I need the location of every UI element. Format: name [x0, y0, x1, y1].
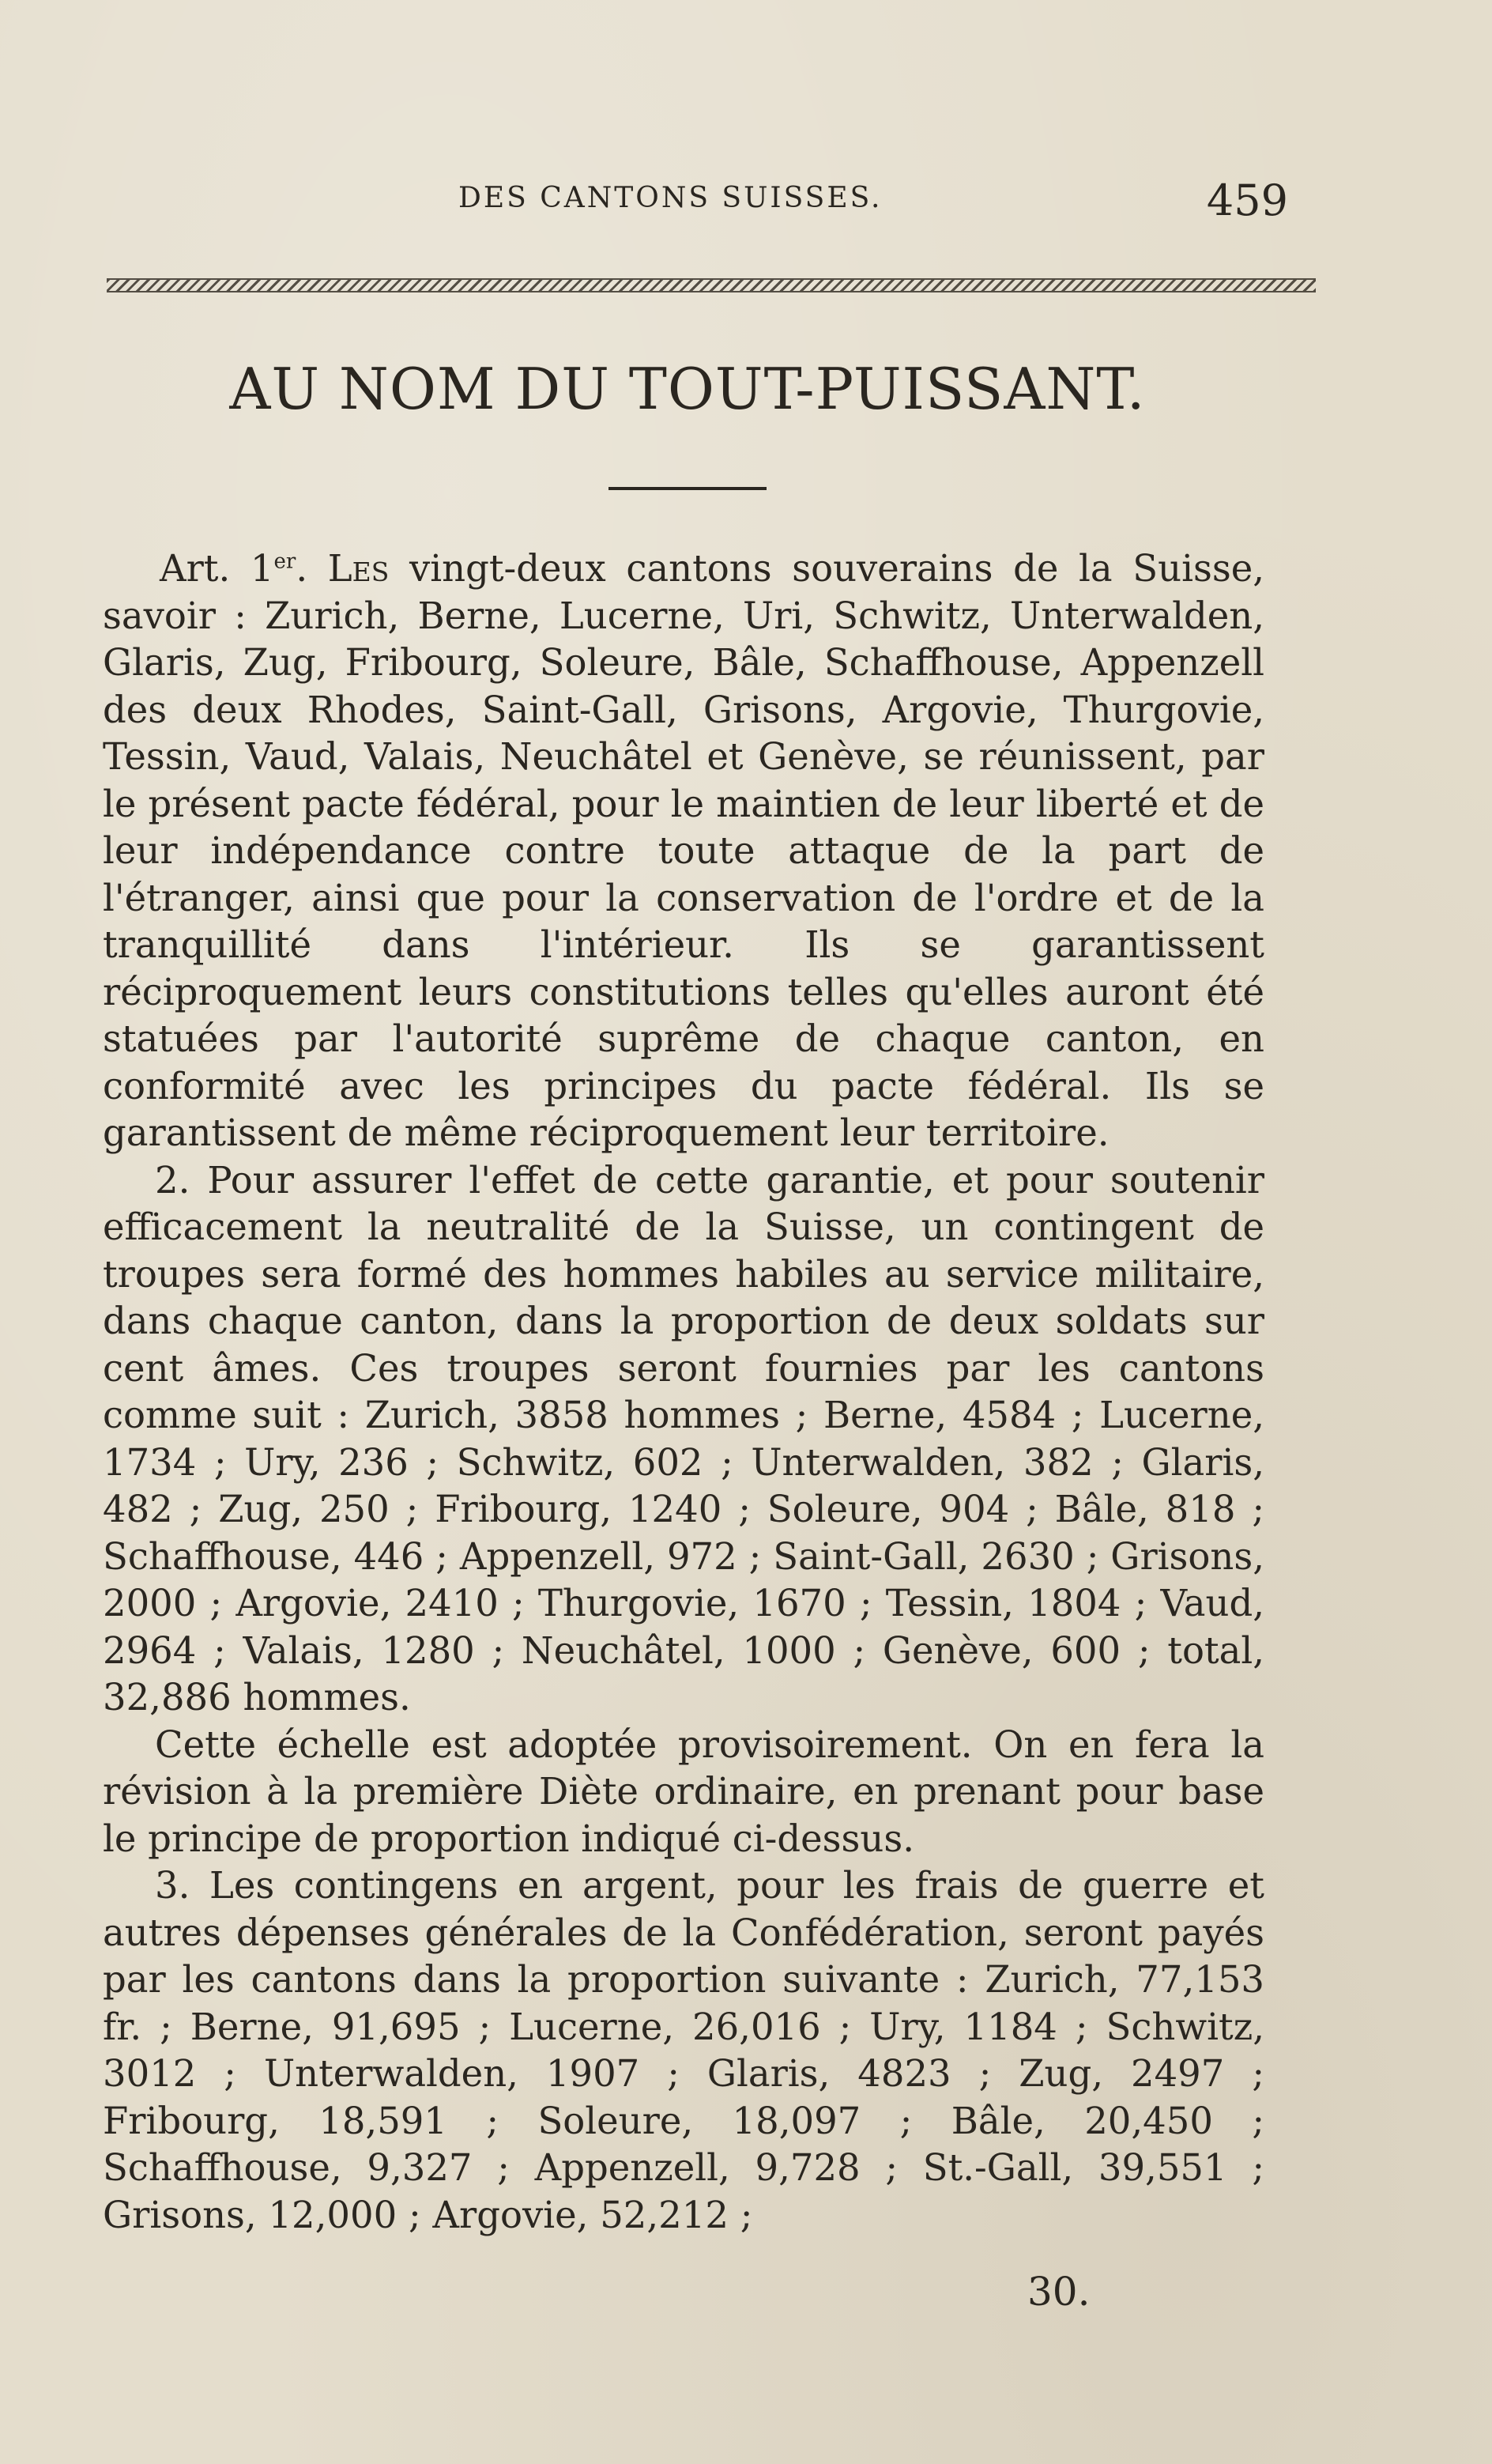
article-1-text: vingt-deux cantons souverains de la Suisse, savoir : Zurich, Berne, Lucerne, Uri, Schwitz, Unterwalden, Glaris, Zug, Fribourg, Soleure, Bâle, Schaffhouse, Appenzell des deux Rhodes, Saint-Gall, Grisons, Argovie, Thurgovie, Tessin, Vaud, Valais, Neuchâtel et Genève, se réunissent, par le présent pacte fédéral, pour le maintien de leur liberté et de leur indépendance contre toute attaque de la part de l'étranger, ainsi que pour la conservation de l'ordre et de la tranquillité dans l'intérieur. Ils se garantissent réciproquement leurs constitutions telles qu'elles auront été statuées par l'autorité suprême de chaque canton, en conformité avec les principes du pacte fédéral. Ils se garantissent de même réciproquement leur territoire.: [103, 547, 1264, 1154]
article-1-label: Art. 1: [160, 547, 274, 590]
section-heading: AU NOM DU TOUT-PUISSANT.: [229, 356, 1146, 422]
article-1-les: Les: [327, 547, 390, 590]
body-text: [103, 545, 1264, 2239]
article-2-paragraph: 2. Pour assurer l'effet de cette garantie, et pour soutenir efficacement la neutralité de la Suisse, un contingent de troupes sera formé des hommes habiles au service militaire, dans chaque canton, dans la proportion de deux soldats sur cent âmes. Ces troupes seront fournies par les cantons comme suit : Zurich, 3858 hommes ; Berne, 4584 ; Lucerne, 1734 ; Ury, 236 ; Schwitz, 602 ; Unterwalden, 382 ; Glaris, 482 ; Zug, 250 ; Fribourg, 1240 ; Soleure, 904 ; Bâle, 818 ; Schaffhouse, 446 ; Appenzell, 972 ; Saint-Gall, 2630 ; Grisons, 2000 ; Argovie, 2410 ; Thurgovie, 1670 ; Tessin, 1804 ; Vaud, 2964 ; Valais, 1280 ; Neuchâtel, 1000 ; Genève, 600 ; total, 32,886 hommes.: [103, 1158, 1264, 1719]
article-1-label-punct: .: [296, 547, 328, 590]
running-head: [103, 175, 1288, 231]
signature-mark: 30.: [1027, 2269, 1091, 2315]
article-1-superscript: er: [273, 549, 296, 574]
article-2-note-paragraph: Cette échelle est adoptée provisoirement. On en fera la révision à la première Diète ordinaire, en prenant pour base le principe de proportion indiqué ci-dessus.: [103, 1723, 1264, 1860]
ornamental-rule: [107, 278, 1316, 292]
running-title: DES CANTONS SUISSES.: [458, 182, 883, 214]
page-number: 459: [1206, 175, 1288, 225]
short-divider: [608, 487, 767, 490]
article-3-paragraph: 3. Les contingens en argent, pour les frais de guerre et autres dépenses générales de la Confédération, seront payés par les cantons dans la proportion suivante : Zurich, 77,153 fr. ; Berne, 91,695 ; Lucerne, 26,016 ; Ury, 1184 ; Schwitz, 3012 ; Unterwalden, 1907 ; Glaris, 4823 ; Zug, 2497 ; Fribourg, 18,591 ; Soleure, 18,097 ; Bâle, 20,450 ; Schaffhouse, 9,327 ; Appenzell, 9,728 ; St.-Gall, 39,551 ; Grisons, 12,000 ; Argovie, 52,212 ;: [103, 1864, 1264, 2236]
article-1-paragraph: [103, 545, 1264, 1157]
